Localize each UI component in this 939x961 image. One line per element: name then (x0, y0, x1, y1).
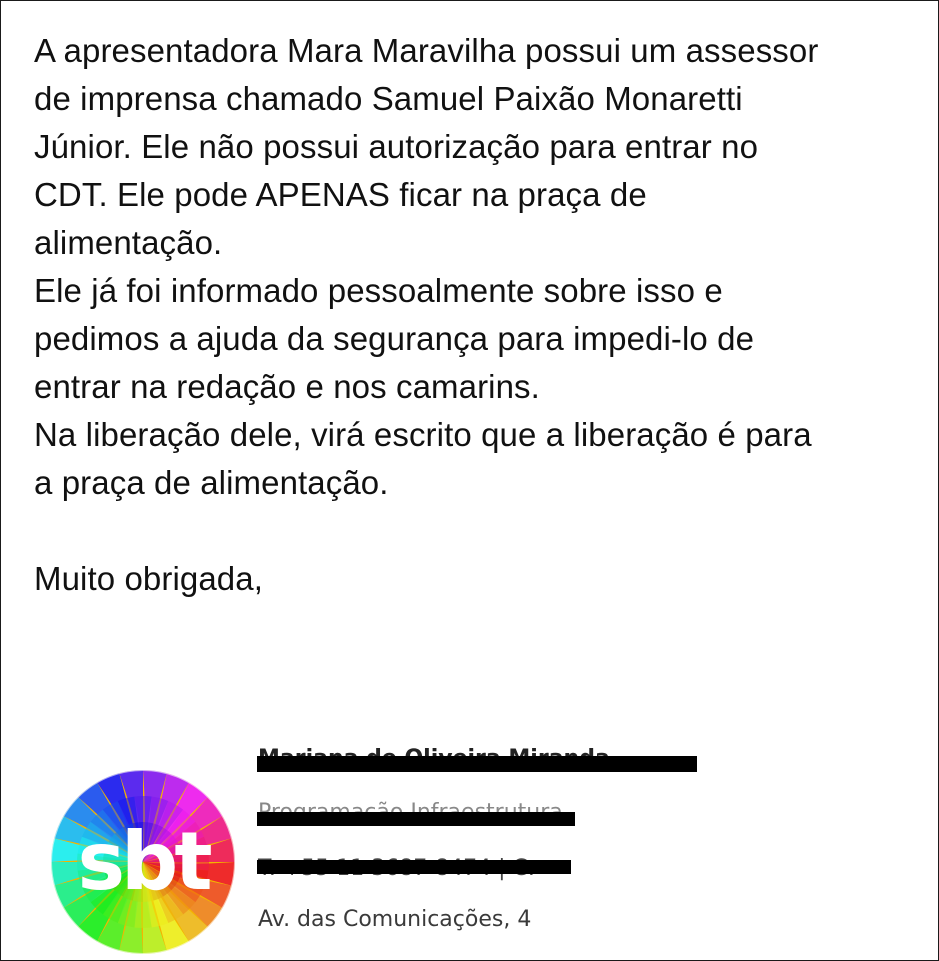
redaction-bar (257, 860, 571, 874)
body-line: a praça de alimentação. (34, 464, 389, 501)
body-line: pedimos a ajuda da segurança para impedi-lo de (34, 320, 755, 357)
closing-line: Muito obrigada, (34, 560, 263, 597)
body-line: de imprensa chamado Samuel Paixão Monaretti (34, 80, 743, 117)
redaction-bar (257, 756, 697, 772)
body-line: Júnior. Ele não possui autorização para entrar no (34, 128, 759, 165)
body-line: A apresentadora Mara Maravilha possui um assessor (34, 32, 819, 69)
sbt-logo (48, 767, 238, 957)
body-line: Ele já foi informado pessoalmente sobre isso e (34, 272, 723, 309)
redaction-bar (257, 812, 575, 826)
body-line: Na liberação dele, virá escrito que a liberação é para (34, 416, 812, 453)
signature-address: Av. das Comunicações, 4 (258, 907, 532, 932)
body-line: alimentação. (34, 224, 223, 261)
body-line: CDT. Ele pode APENAS ficar na praça de (34, 176, 647, 213)
sbt-logo-text: sbt (77, 815, 209, 908)
body-line: entrar na redação e nos camarins. (34, 368, 540, 405)
